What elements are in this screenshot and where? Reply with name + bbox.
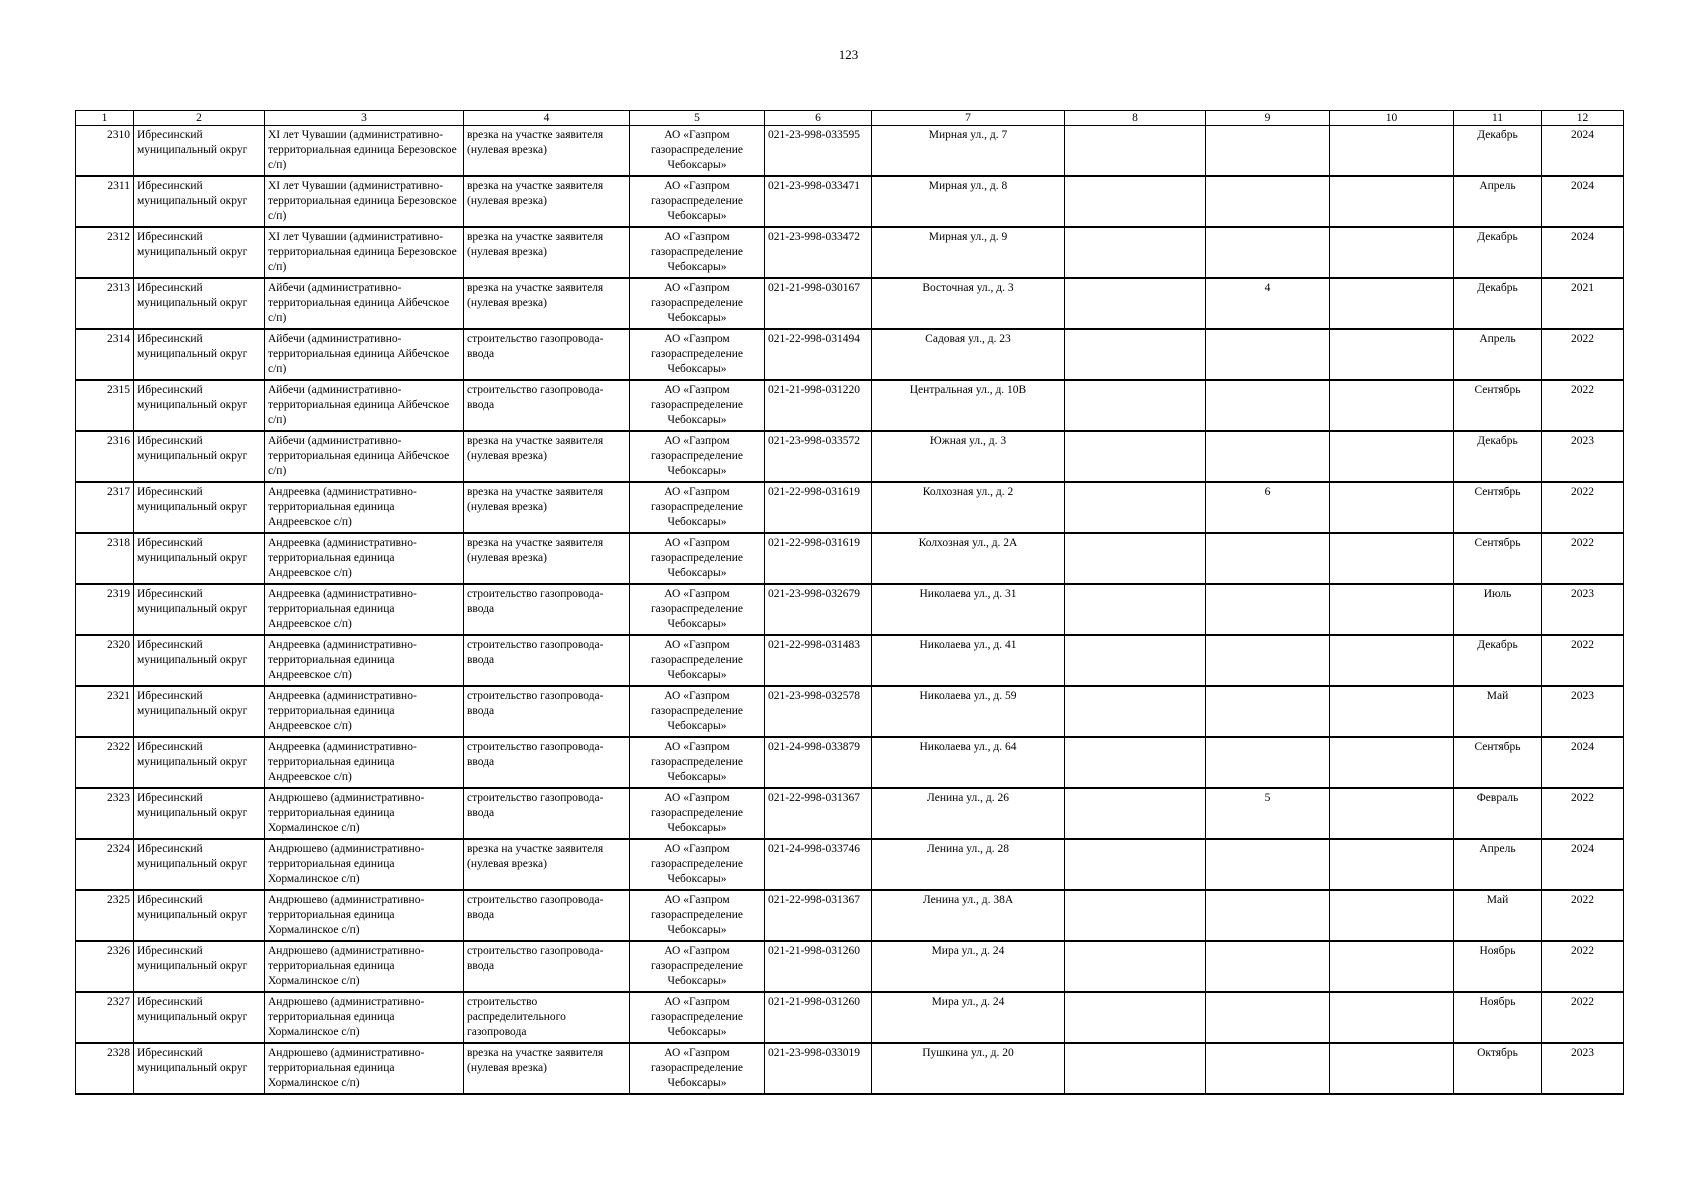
column-9-cell: 4 [1206,278,1330,329]
column-10-cell [1330,788,1454,839]
row-number-cell: 2323 [76,788,134,839]
district-cell: Ибресинский муниципальный округ [134,584,265,635]
row-number-cell: 2310 [76,126,134,177]
column-9-cell [1206,227,1330,278]
work-type-cell: строительство газопровода-ввода [464,890,630,941]
table-row [76,431,1624,482]
year-cell: 2024 [1542,839,1624,890]
column-10-cell [1330,431,1454,482]
district-cell: Ибресинский муниципальный округ [134,380,265,431]
request-code-cell: 021-21-998-031220 [765,380,872,431]
organization-cell: АО «Газпром газораспределение Чебоксары» [630,992,765,1043]
district-cell: Ибресинский муниципальный округ [134,1043,265,1094]
page-number: 123 [838,47,859,62]
table-body [76,126,1624,1095]
request-code-cell: 021-23-998-033471 [765,176,872,227]
column-8-cell [1065,278,1206,329]
row-number-cell: 2318 [76,533,134,584]
organization-cell: АО «Газпром газораспределение Чебоксары» [630,890,765,941]
locality-cell: Андрюшево (административно-территориальная единица Хормалинское с/п) [265,992,464,1043]
year-cell: 2023 [1542,1043,1624,1094]
column-number-header-row [76,111,1624,126]
district-cell: Ибресинский муниципальный округ [134,278,265,329]
work-type-cell: строительство газопровода-ввода [464,380,630,431]
locality-cell: Айбечи (административно-территориальная единица Айбечское с/п) [265,329,464,380]
column-10-cell [1330,278,1454,329]
column-10-cell [1330,635,1454,686]
table-row [76,227,1624,278]
district-cell: Ибресинский муниципальный округ [134,431,265,482]
request-code-cell: 021-23-998-033572 [765,431,872,482]
column-header: 3 [265,111,464,126]
column-header: 5 [630,111,765,126]
table-row [76,1043,1624,1094]
column-9-cell: 5 [1206,788,1330,839]
table-row [76,992,1624,1043]
column-9-cell [1206,329,1330,380]
row-number-cell: 2326 [76,941,134,992]
district-cell: Ибресинский муниципальный округ [134,329,265,380]
column-9-cell [1206,890,1330,941]
district-cell: Ибресинский муниципальный округ [134,533,265,584]
organization-cell: АО «Газпром газораспределение Чебоксары» [630,380,765,431]
work-type-cell: врезка на участке заявителя (нулевая врезка) [464,126,630,177]
work-type-cell: строительство газопровода-ввода [464,584,630,635]
column-9-cell [1206,686,1330,737]
locality-cell: Андреевка (административно-территориальная единица Андреевское с/п) [265,737,464,788]
request-code-cell: 021-21-998-031260 [765,941,872,992]
column-10-cell [1330,737,1454,788]
month-cell: Декабрь [1454,431,1542,482]
column-header: 6 [765,111,872,126]
year-cell: 2022 [1542,635,1624,686]
locality-cell: Айбечи (административно-территориальная единица Айбечское с/п) [265,278,464,329]
organization-cell: АО «Газпром газораспределение Чебоксары» [630,635,765,686]
organization-cell: АО «Газпром газораспределение Чебоксары» [630,126,765,177]
year-cell: 2023 [1542,584,1624,635]
month-cell: Май [1454,686,1542,737]
year-cell: 2022 [1542,533,1624,584]
month-cell: Декабрь [1454,126,1542,177]
column-9-cell [1206,1043,1330,1094]
work-type-cell: врезка на участке заявителя (нулевая врезка) [464,839,630,890]
locality-cell: Андреевка (административно-территориальная единица Андреевское с/п) [265,686,464,737]
district-cell: Ибресинский муниципальный округ [134,737,265,788]
column-10-cell [1330,584,1454,635]
locality-cell: Айбечи (административно-территориальная единица Айбечское с/п) [265,431,464,482]
address-cell: Колхозная ул., д. 2А [872,533,1065,584]
address-cell: Николаева ул., д. 64 [872,737,1065,788]
column-10-cell [1330,992,1454,1043]
month-cell: Апрель [1454,839,1542,890]
column-header: 12 [1542,111,1624,126]
locality-cell: Андрюшево (административно-территориальная единица Хормалинское с/п) [265,941,464,992]
column-8-cell [1065,941,1206,992]
organization-cell: АО «Газпром газораспределение Чебоксары» [630,941,765,992]
district-cell: Ибресинский муниципальный округ [134,839,265,890]
locality-cell: Андрюшево (административно-территориальная единица Хормалинское с/п) [265,839,464,890]
row-number-cell: 2321 [76,686,134,737]
column-8-cell [1065,839,1206,890]
organization-cell: АО «Газпром газораспределение Чебоксары» [630,1043,765,1094]
column-9-cell [1206,176,1330,227]
table-row [76,737,1624,788]
address-cell: Ленина ул., д. 28 [872,839,1065,890]
address-cell: Николаева ул., д. 41 [872,635,1065,686]
work-type-cell: строительство газопровода-ввода [464,788,630,839]
row-number-cell: 2316 [76,431,134,482]
row-number-cell: 2317 [76,482,134,533]
work-type-cell: врезка на участке заявителя (нулевая врезка) [464,1043,630,1094]
district-cell: Ибресинский муниципальный округ [134,890,265,941]
month-cell: Июль [1454,584,1542,635]
row-number-cell: 2325 [76,890,134,941]
year-cell: 2024 [1542,126,1624,177]
table-row [76,329,1624,380]
district-cell: Ибресинский муниципальный округ [134,176,265,227]
address-cell: Ленина ул., д. 26 [872,788,1065,839]
locality-cell: Андрюшево (административно-территориальная единица Хормалинское с/п) [265,1043,464,1094]
table-row [76,533,1624,584]
request-code-cell: 021-23-998-033595 [765,126,872,177]
locality-cell: Андреевка (административно-территориальная единица Андреевское с/п) [265,533,464,584]
row-number-cell: 2312 [76,227,134,278]
row-number-cell: 2328 [76,1043,134,1094]
request-code-cell: 021-22-998-031619 [765,482,872,533]
address-cell: Ленина ул., д. 38А [872,890,1065,941]
month-cell: Апрель [1454,176,1542,227]
column-8-cell [1065,431,1206,482]
column-8-cell [1065,380,1206,431]
work-type-cell: строительство газопровода-ввода [464,941,630,992]
year-cell: 2022 [1542,482,1624,533]
column-9-cell [1206,533,1330,584]
column-9-cell: 6 [1206,482,1330,533]
column-9-cell [1206,126,1330,177]
month-cell: Ноябрь [1454,992,1542,1043]
locality-cell: Айбечи (административно-территориальная единица Айбечское с/п) [265,380,464,431]
organization-cell: АО «Газпром газораспределение Чебоксары» [630,839,765,890]
work-type-cell: врезка на участке заявителя (нулевая врезка) [464,533,630,584]
month-cell: Сентябрь [1454,482,1542,533]
table-row [76,126,1624,177]
gasification-table [75,110,1624,1095]
column-9-cell [1206,737,1330,788]
column-8-cell [1065,686,1206,737]
locality-cell: XI лет Чувашии (административно-территориальная единица Березовское с/п) [265,126,464,177]
column-10-cell [1330,126,1454,177]
column-header: 7 [872,111,1065,126]
column-9-cell [1206,584,1330,635]
work-type-cell: врезка на участке заявителя (нулевая врезка) [464,227,630,278]
row-number-cell: 2322 [76,737,134,788]
organization-cell: АО «Газпром газораспределение Чебоксары» [630,482,765,533]
work-type-cell: строительство газопровода-ввода [464,635,630,686]
row-number-cell: 2311 [76,176,134,227]
month-cell: Сентябрь [1454,533,1542,584]
month-cell: Сентябрь [1454,737,1542,788]
request-code-cell: 021-21-998-030167 [765,278,872,329]
year-cell: 2024 [1542,176,1624,227]
year-cell: 2023 [1542,431,1624,482]
district-cell: Ибресинский муниципальный округ [134,992,265,1043]
table-row [76,176,1624,227]
address-cell: Восточная ул., д. 3 [872,278,1065,329]
organization-cell: АО «Газпром газораспределение Чебоксары» [630,329,765,380]
column-10-cell [1330,1043,1454,1094]
district-cell: Ибресинский муниципальный округ [134,635,265,686]
request-code-cell: 021-22-998-031619 [765,533,872,584]
district-cell: Ибресинский муниципальный округ [134,126,265,177]
year-cell: 2023 [1542,686,1624,737]
month-cell: Декабрь [1454,278,1542,329]
column-8-cell [1065,737,1206,788]
locality-cell: XI лет Чувашии (административно-территориальная единица Березовское с/п) [265,176,464,227]
organization-cell: АО «Газпром газораспределение Чебоксары» [630,533,765,584]
column-9-cell [1206,380,1330,431]
request-code-cell: 021-24-998-033746 [765,839,872,890]
locality-cell: Андреевка (административно-территориальная единица Андреевское с/п) [265,584,464,635]
table-row [76,584,1624,635]
column-8-cell [1065,126,1206,177]
year-cell: 2024 [1542,227,1624,278]
row-number-cell: 2319 [76,584,134,635]
work-type-cell: строительство газопровода-ввода [464,686,630,737]
column-10-cell [1330,941,1454,992]
column-header: 1 [76,111,134,126]
organization-cell: АО «Газпром газораспределение Чебоксары» [630,176,765,227]
row-number-cell: 2314 [76,329,134,380]
column-header: 11 [1454,111,1542,126]
address-cell: Николаева ул., д. 31 [872,584,1065,635]
address-cell: Пушкина ул., д. 20 [872,1043,1065,1094]
locality-cell: XI лет Чувашии (административно-территориальная единица Березовское с/п) [265,227,464,278]
year-cell: 2024 [1542,737,1624,788]
address-cell: Колхозная ул., д. 2 [872,482,1065,533]
year-cell: 2022 [1542,788,1624,839]
column-8-cell [1065,890,1206,941]
address-cell: Мирная ул., д. 9 [872,227,1065,278]
work-type-cell: врезка на участке заявителя (нулевая врезка) [464,431,630,482]
table-row [76,482,1624,533]
organization-cell: АО «Газпром газораспределение Чебоксары» [630,686,765,737]
column-header: 9 [1206,111,1330,126]
request-code-cell: 021-24-998-033879 [765,737,872,788]
column-header: 10 [1330,111,1454,126]
table-row [76,278,1624,329]
month-cell: Февраль [1454,788,1542,839]
column-8-cell [1065,635,1206,686]
year-cell: 2021 [1542,278,1624,329]
locality-cell: Андреевка (административно-территориальная единица Андреевское с/п) [265,635,464,686]
work-type-cell: врезка на участке заявителя (нулевая врезка) [464,482,630,533]
request-code-cell: 021-22-998-031494 [765,329,872,380]
column-8-cell [1065,533,1206,584]
table-row [76,839,1624,890]
column-9-cell [1206,635,1330,686]
column-10-cell [1330,329,1454,380]
district-cell: Ибресинский муниципальный округ [134,686,265,737]
column-8-cell [1065,992,1206,1043]
request-code-cell: 021-23-998-033019 [765,1043,872,1094]
column-8-cell [1065,1043,1206,1094]
column-header: 8 [1065,111,1206,126]
locality-cell: Андрюшево (административно-территориальная единица Хормалинское с/п) [265,890,464,941]
column-header: 2 [134,111,265,126]
column-9-cell [1206,431,1330,482]
address-cell: Центральная ул., д. 10В [872,380,1065,431]
district-cell: Ибресинский муниципальный округ [134,482,265,533]
month-cell: Апрель [1454,329,1542,380]
column-10-cell [1330,686,1454,737]
column-10-cell [1330,482,1454,533]
month-cell: Декабрь [1454,635,1542,686]
locality-cell: Андреевка (административно-территориальная единица Андреевское с/п) [265,482,464,533]
request-code-cell: 021-22-998-031367 [765,788,872,839]
column-8-cell [1065,584,1206,635]
organization-cell: АО «Газпром газораспределение Чебоксары» [630,278,765,329]
column-9-cell [1206,941,1330,992]
address-cell: Николаева ул., д. 59 [872,686,1065,737]
work-type-cell: врезка на участке заявителя (нулевая врезка) [464,176,630,227]
year-cell: 2022 [1542,329,1624,380]
district-cell: Ибресинский муниципальный округ [134,941,265,992]
table-row [76,635,1624,686]
organization-cell: АО «Газпром газораспределение Чебоксары» [630,227,765,278]
request-code-cell: 021-22-998-031483 [765,635,872,686]
column-10-cell [1330,176,1454,227]
table-row [76,380,1624,431]
organization-cell: АО «Газпром газораспределение Чебоксары» [630,788,765,839]
column-10-cell [1330,227,1454,278]
month-cell: Декабрь [1454,227,1542,278]
row-number-cell: 2320 [76,635,134,686]
address-cell: Мирная ул., д. 7 [872,126,1065,177]
column-10-cell [1330,890,1454,941]
month-cell: Ноябрь [1454,941,1542,992]
column-9-cell [1206,992,1330,1043]
address-cell: Мира ул., д. 24 [872,992,1065,1043]
request-code-cell: 021-22-998-031367 [765,890,872,941]
work-type-cell: врезка на участке заявителя (нулевая врезка) [464,278,630,329]
column-10-cell [1330,533,1454,584]
row-number-cell: 2315 [76,380,134,431]
address-cell: Мирная ул., д. 8 [872,176,1065,227]
address-cell: Садовая ул., д. 23 [872,329,1065,380]
work-type-cell: строительство газопровода-ввода [464,329,630,380]
organization-cell: АО «Газпром газораспределение Чебоксары» [630,584,765,635]
address-cell: Южная ул., д. 3 [872,431,1065,482]
table-row [76,941,1624,992]
year-cell: 2022 [1542,941,1624,992]
month-cell: Сентябрь [1454,380,1542,431]
table-row [76,890,1624,941]
request-code-cell: 021-23-998-032578 [765,686,872,737]
row-number-cell: 2313 [76,278,134,329]
row-number-cell: 2324 [76,839,134,890]
locality-cell: Андрюшево (административно-территориальная единица Хормалинское с/п) [265,788,464,839]
year-cell: 2022 [1542,992,1624,1043]
column-8-cell [1065,227,1206,278]
column-8-cell [1065,176,1206,227]
address-cell: Мира ул., д. 24 [872,941,1065,992]
column-8-cell [1065,329,1206,380]
column-9-cell [1206,839,1330,890]
request-code-cell: 021-23-998-032679 [765,584,872,635]
request-code-cell: 021-23-998-033472 [765,227,872,278]
request-code-cell: 021-21-998-031260 [765,992,872,1043]
organization-cell: АО «Газпром газораспределение Чебоксары» [630,431,765,482]
column-10-cell [1330,380,1454,431]
month-cell: Май [1454,890,1542,941]
month-cell: Октябрь [1454,1043,1542,1094]
year-cell: 2022 [1542,890,1624,941]
table-row [76,788,1624,839]
row-number-cell: 2327 [76,992,134,1043]
table-row [76,686,1624,737]
district-cell: Ибресинский муниципальный округ [134,788,265,839]
organization-cell: АО «Газпром газораспределение Чебоксары» [630,737,765,788]
column-8-cell [1065,788,1206,839]
column-10-cell [1330,839,1454,890]
column-8-cell [1065,482,1206,533]
work-type-cell: строительство распределительного газопровода [464,992,630,1043]
district-cell: Ибресинский муниципальный округ [134,227,265,278]
column-header: 4 [464,111,630,126]
year-cell: 2022 [1542,380,1624,431]
work-type-cell: строительство газопровода-ввода [464,737,630,788]
